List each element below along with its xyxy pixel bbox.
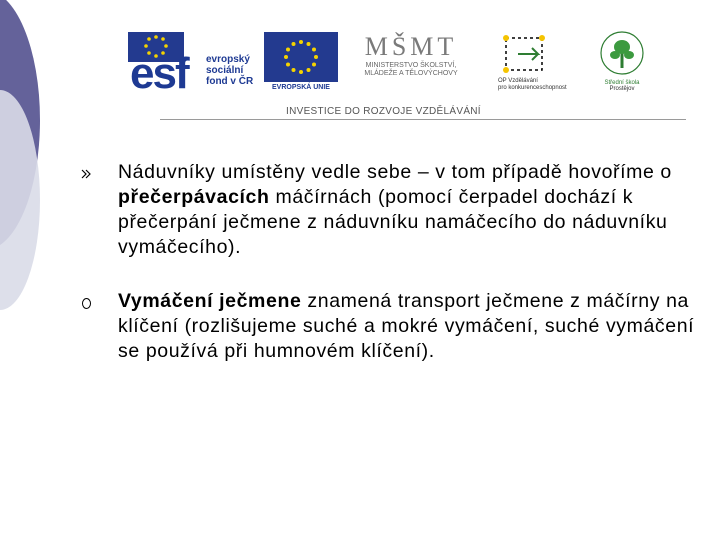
op-logo-caption: OP Vzdělávání pro konkurenceschopnost [498,78,567,91]
esf-logo [128,32,258,96]
circle-bullet-icon [80,289,94,314]
diamond-bullet-icon [80,160,94,185]
bullet-item [80,289,700,364]
bullet-text: máčírnách (pomocí čerpadel dochází k přečerpání ječmene z náduvníku namáčecího do náduvníku vymáčecího). [118,186,668,258]
bullet-text: znamená transport ječmene z máčírny na klíčení (rozlišujeme suché a mokré vymáčení, suché vymáčení se používá při humnovém klíčení). [118,290,695,362]
msmt-logo-mark: MŠMT [364,32,458,61]
school-logo-name: Střední škola [604,80,640,86]
esf-logo-mark: esf [130,49,188,98]
school-logo-city: Prostějov [609,86,635,92]
eu-logo [264,32,338,96]
op-logo-icon [498,30,554,76]
esf-logo-text: evropský sociální fond v ČR [206,54,254,87]
bullet-bold-term: Vymáčení ječmene [118,290,302,312]
investment-tagline: INVESTICE DO ROZVOJE VZDĚLÁVÁNÍ [286,106,481,117]
bullet-item [80,160,700,260]
eu-logo-caption: EVROPSKÁ UNIE [272,84,330,91]
bullet-list [80,160,700,364]
school-logo [592,30,652,96]
op-vzdelavani-logo [498,30,578,96]
header-divider [160,119,686,120]
eu-flag-icon [264,32,338,82]
bullet-bold-term: přečerpávacích [118,186,270,208]
bullet-text: Náduvníky umístěny vedle sebe – v tom případě hovoříme o [118,161,672,183]
msmt-logo: MŠMT MINISTERSTVO ŠKOLSTVÍ, MLÁDEŽE A TĚLOVÝCHOVY [346,32,476,96]
tree-icon [597,30,647,76]
